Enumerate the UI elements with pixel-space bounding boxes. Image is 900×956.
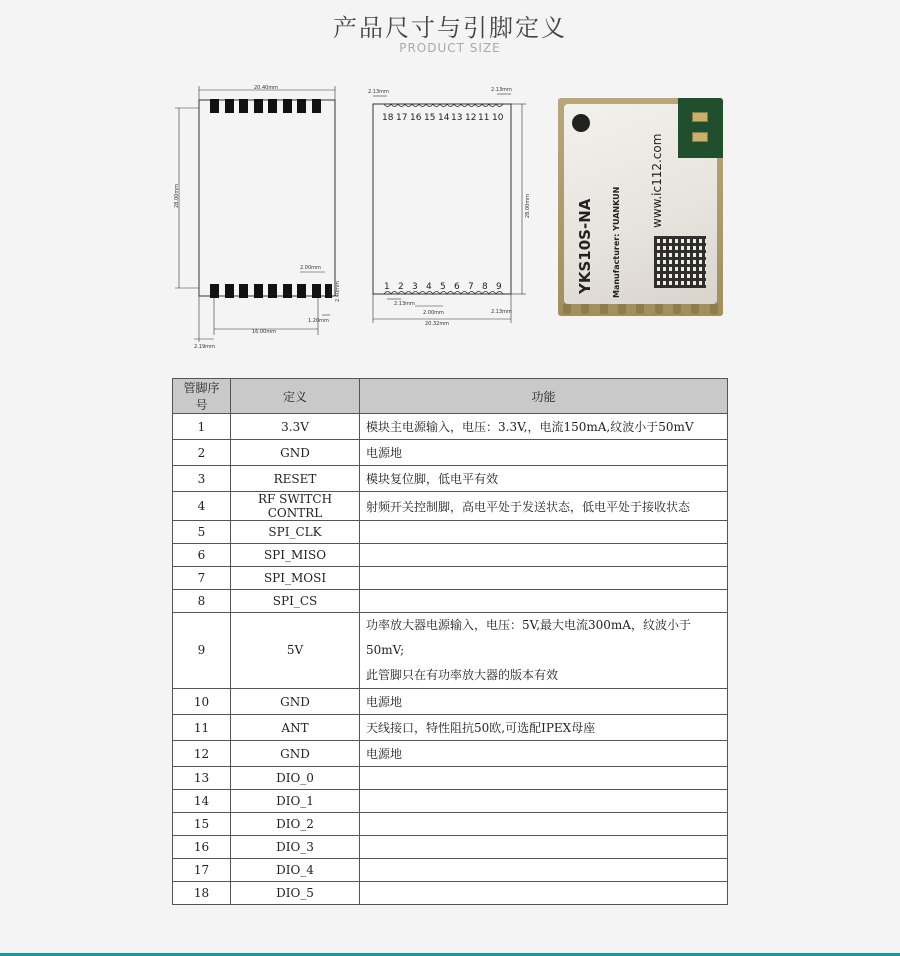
- table-row: [173, 544, 728, 567]
- pin-no: 13: [173, 767, 231, 790]
- module-url-text: www.ic112.com: [650, 133, 664, 228]
- pin-number: 7: [468, 282, 474, 292]
- pin-function: 电源地: [360, 741, 728, 767]
- header-pin-no: 管脚序号: [173, 379, 231, 414]
- table-row: [173, 440, 728, 466]
- pin-number: 11: [478, 113, 490, 123]
- pin-no: 9: [173, 613, 231, 689]
- pin-definition: GND: [231, 689, 360, 715]
- table-row: [173, 836, 728, 859]
- pin-function: [360, 836, 728, 859]
- pin-definition: DIO_5: [231, 882, 360, 905]
- top-pin-numbers: [382, 113, 504, 123]
- pin-no: 18: [173, 882, 231, 905]
- module-model-text: YKS10S-NA: [576, 198, 594, 294]
- pin-definition: DIO_4: [231, 859, 360, 882]
- pin-number: 4: [426, 282, 432, 292]
- pin-no: 7: [173, 567, 231, 590]
- pin-definition: SPI_CS: [231, 590, 360, 613]
- pin-number: 6: [454, 282, 460, 292]
- page-subtitle: PRODUCT SIZE: [399, 41, 501, 55]
- brand-logo-icon: [572, 114, 590, 132]
- pin-number: 10: [492, 113, 504, 123]
- pin-function: [360, 567, 728, 590]
- pin-function: [360, 590, 728, 613]
- left-span-label: 16.00mm: [252, 329, 277, 335]
- qr-code-icon: [654, 236, 706, 288]
- middle-pinout-drawing: [368, 87, 531, 327]
- pcb-antenna-area: [678, 98, 723, 158]
- mid-height-label: 28.00mm: [525, 193, 531, 218]
- module-manufacturer-text: Manufacturer: YUANKUN: [612, 186, 621, 298]
- table-row: [173, 859, 728, 882]
- pcb-pad: [692, 112, 708, 122]
- pcb-pad: [692, 132, 708, 142]
- table-row: [173, 689, 728, 715]
- pin-function: 电源地: [360, 689, 728, 715]
- pin-function: 天线接口，特性阻抗50欧,可选配IPEX母座: [360, 715, 728, 741]
- bottom-pin-numbers: [384, 282, 502, 292]
- table-row: [173, 767, 728, 790]
- pin-definition: 5V: [231, 613, 360, 689]
- pin-function: [360, 767, 728, 790]
- pin-function: [360, 613, 728, 689]
- pin-number: 18: [382, 113, 394, 123]
- mid-top-right-label: 2.13mm: [491, 87, 512, 93]
- pin-no: 5: [173, 521, 231, 544]
- pin-function: [360, 790, 728, 813]
- pin-definition: 3.3V: [231, 414, 360, 440]
- pin-definition-table: [172, 378, 728, 905]
- pin-number: 5: [440, 282, 446, 292]
- table-row: [173, 466, 728, 492]
- table-row: [173, 715, 728, 741]
- header-definition: 定义: [231, 379, 360, 414]
- pin-no: 6: [173, 544, 231, 567]
- module-photo: [558, 98, 723, 316]
- pin-definition: DIO_3: [231, 836, 360, 859]
- table-row: [173, 882, 728, 905]
- mid-top-left-label: 2.13mm: [368, 89, 389, 95]
- pin-function: 模块复位脚，低电平有效: [360, 466, 728, 492]
- pin-function: [360, 521, 728, 544]
- pin-number: 17: [396, 113, 408, 123]
- pin-number: 12: [465, 113, 477, 123]
- pin-function: [360, 813, 728, 836]
- pin-no: 10: [173, 689, 231, 715]
- pin-function: 电源地: [360, 440, 728, 466]
- table-row: [173, 492, 728, 521]
- pin-number: 2: [398, 282, 404, 292]
- pin-definition: DIO_1: [231, 790, 360, 813]
- pin-number: 1: [384, 282, 390, 292]
- left-offset-label: 2.19mm: [194, 344, 215, 350]
- pin-definition: SPI_MISO: [231, 544, 360, 567]
- pin-function: 模块主电源输入，电压：3.3V,，电流150mA,纹波小于50mV: [360, 414, 728, 440]
- pin-no: 3: [173, 466, 231, 492]
- pin-definition: DIO_0: [231, 767, 360, 790]
- pin-definition: RESET: [231, 466, 360, 492]
- edge-pads: [558, 304, 723, 316]
- pin-no: 11: [173, 715, 231, 741]
- pin-no: 14: [173, 790, 231, 813]
- pin-no: 2: [173, 440, 231, 466]
- pin-definition: DIO_2: [231, 813, 360, 836]
- pin-function-line: 功率放大器电源输入，电压：5V,最大电流300mA，纹波小于50mV;: [366, 618, 691, 657]
- pin-no: 16: [173, 836, 231, 859]
- header-function: 功能: [360, 379, 728, 414]
- pin-no: 17: [173, 859, 231, 882]
- pin-no: 4: [173, 492, 231, 521]
- left-width-label: 20.40mm: [254, 85, 279, 91]
- pin-number: 14: [438, 113, 450, 123]
- mid-width-label: 20.32mm: [425, 321, 450, 327]
- pin-number: 8: [482, 282, 488, 292]
- pin-no: 1: [173, 414, 231, 440]
- pin-no: 8: [173, 590, 231, 613]
- table-header-row: [173, 379, 728, 414]
- pin-function: 射频开关控制脚，高电平处于发送状态，低电平处于接收状态: [360, 492, 728, 521]
- pin-function: [360, 544, 728, 567]
- mid-bottom-right-label: 2.13mm: [491, 309, 512, 315]
- left-pitch-label: 2.00mm: [300, 265, 321, 271]
- pin-function: [360, 859, 728, 882]
- pin-no: 15: [173, 813, 231, 836]
- table-row: [173, 813, 728, 836]
- table-row: [173, 741, 728, 767]
- pin-definition: RF SWITCH CONTRL: [231, 492, 360, 521]
- pin-function-line: 此管脚只在有功率放大器的版本有效: [366, 668, 559, 682]
- table-row: [173, 521, 728, 544]
- table-row: [173, 567, 728, 590]
- pin-number: 9: [496, 282, 502, 292]
- pin-number: 15: [424, 113, 436, 123]
- mid-pitch-b-label: 2.00mm: [423, 310, 444, 316]
- table-row: [173, 790, 728, 813]
- page-title: 产品尺寸与引脚定义: [333, 14, 567, 42]
- pin-definition: GND: [231, 741, 360, 767]
- table-row: [173, 613, 728, 689]
- mid-pitch-a-label: 2.13mm: [394, 301, 415, 307]
- left-pad-label: 2.40mm: [335, 281, 341, 302]
- pin-function: [360, 882, 728, 905]
- pin-number: 13: [451, 113, 463, 123]
- pin-definition: ANT: [231, 715, 360, 741]
- pin-definition: SPI_MOSI: [231, 567, 360, 590]
- left-height-label: 28.00mm: [174, 183, 180, 208]
- left-pad-width-label: 1.20mm: [308, 318, 329, 324]
- pin-definition: SPI_CLK: [231, 521, 360, 544]
- table-row: [173, 414, 728, 440]
- pin-number: 3: [412, 282, 418, 292]
- pin-number: 16: [410, 113, 422, 123]
- left-outline-drawing: [174, 85, 341, 350]
- table-row: [173, 590, 728, 613]
- pin-no: 12: [173, 741, 231, 767]
- pin-definition: GND: [231, 440, 360, 466]
